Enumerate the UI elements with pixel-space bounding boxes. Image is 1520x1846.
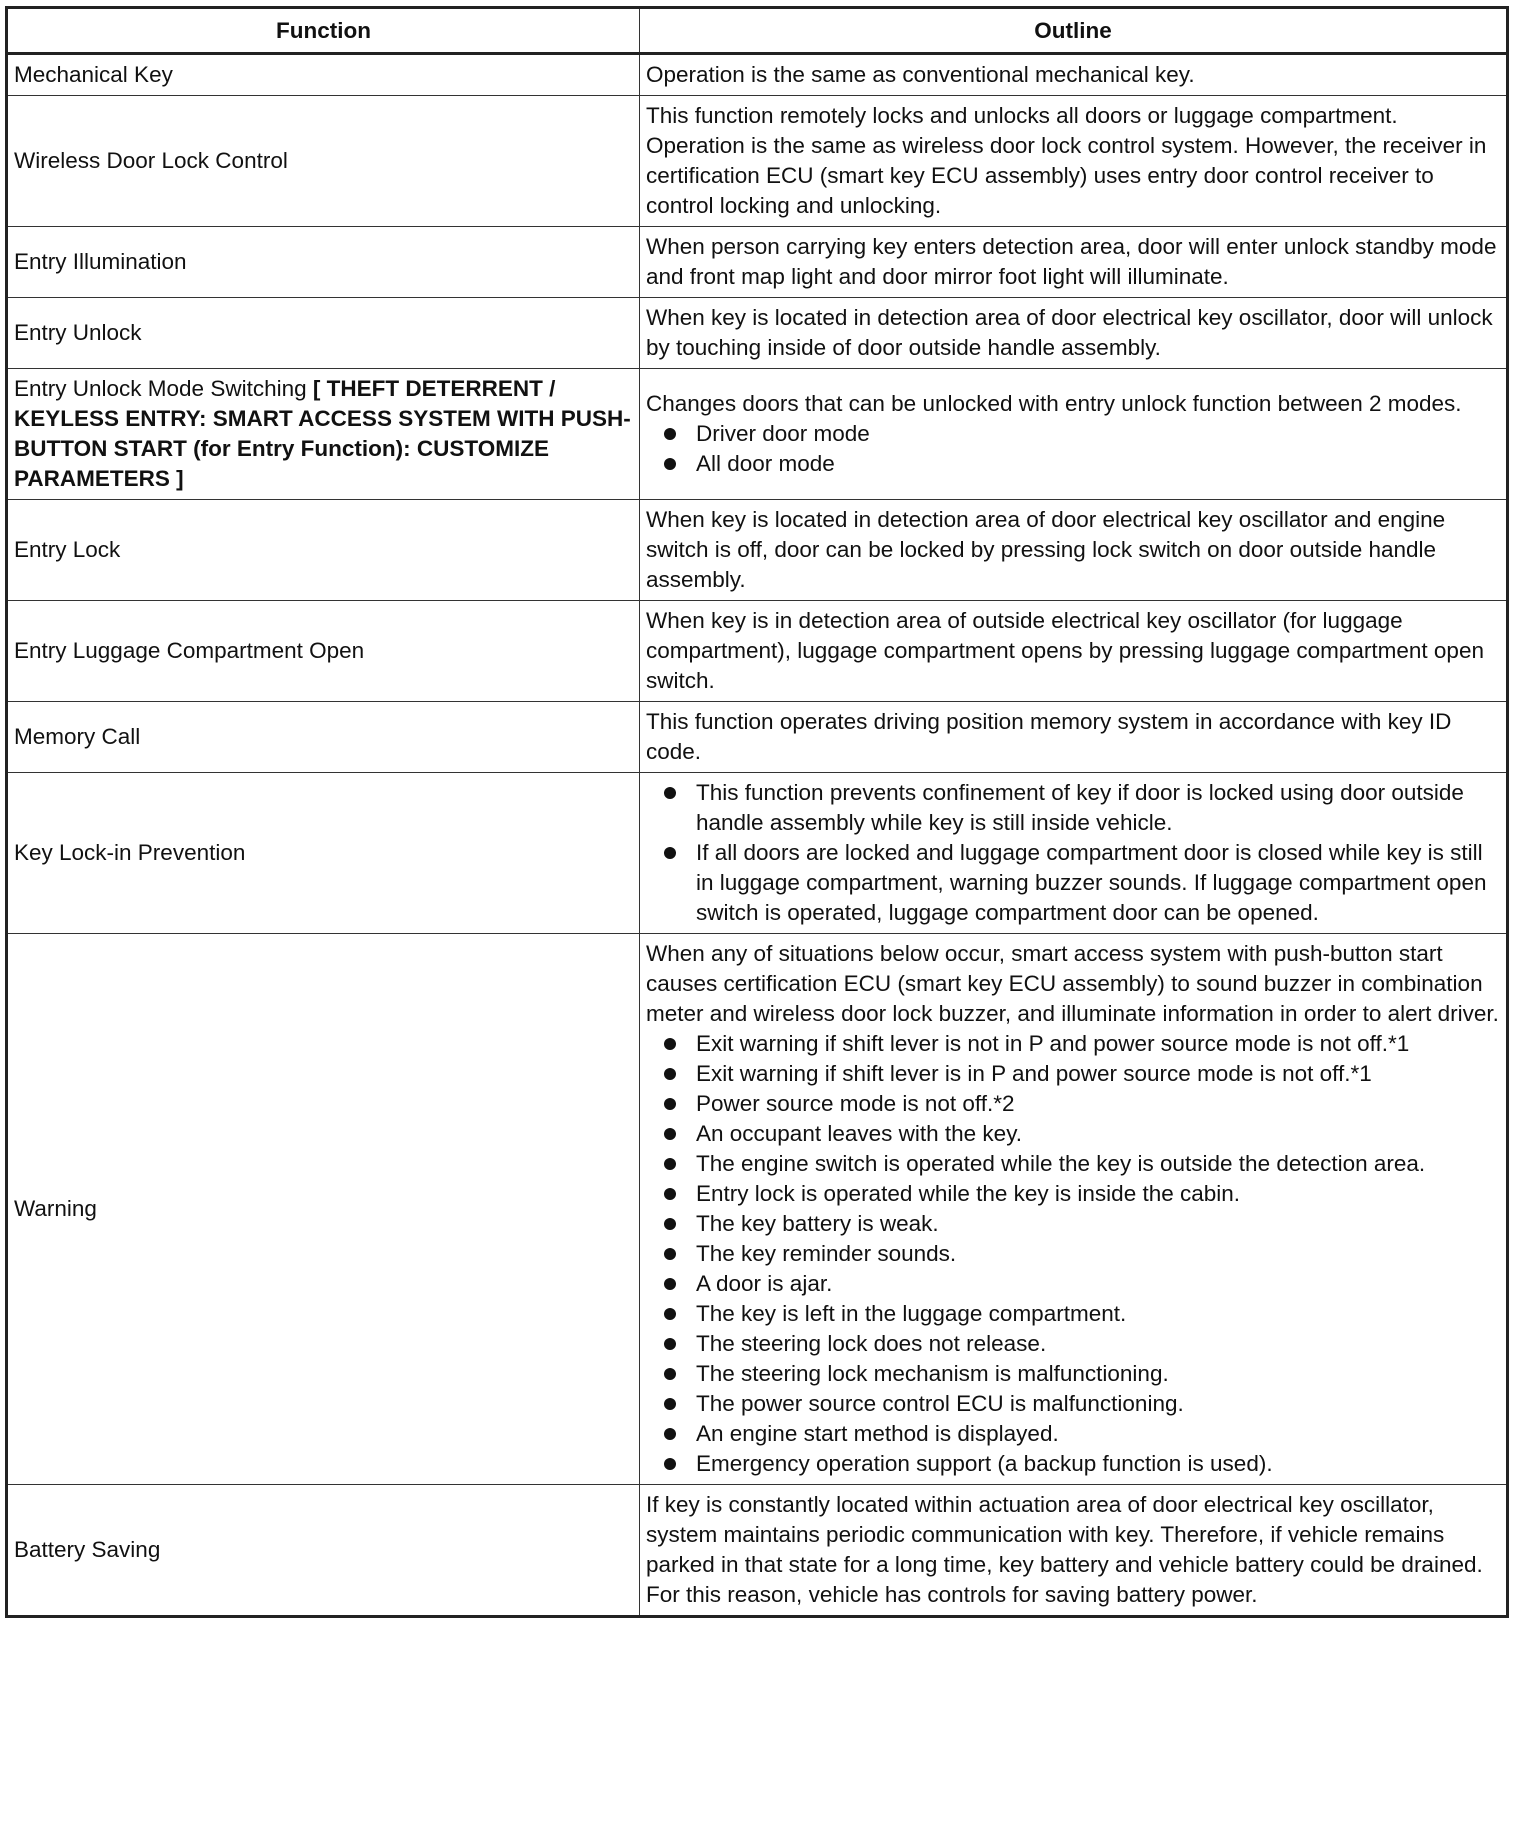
outline-text: Changes doors that can be unlocked with entry unlock function between 2 modes. xyxy=(646,391,1462,416)
table-row xyxy=(7,773,1508,934)
list-item: All door mode xyxy=(646,449,1500,479)
list-item: The steering lock does not release. xyxy=(646,1329,1500,1359)
bullet-list xyxy=(646,778,1500,928)
function-cell: Entry Lock xyxy=(7,500,640,601)
outline-cell xyxy=(640,1485,1508,1617)
table-row xyxy=(7,601,1508,702)
function-cell: Warning xyxy=(7,934,640,1485)
list-item: An engine start method is displayed. xyxy=(646,1419,1500,1449)
function-outline-sheet xyxy=(5,6,1506,1618)
table-row xyxy=(7,298,1508,369)
outline-cell: This function remotely locks and unlocks all doors or luggage compartment. Operation is the same as wireless door lock control system. However, the receiver in certification ECU (smart key ECU assembly) uses entry door control receiver to control locking and unlocking. xyxy=(640,96,1508,227)
list-item: Driver door mode xyxy=(646,419,1500,449)
outline-cell: When key is located in detection area of door electrical key oscillator and engine switch is off, door can be locked by pressing lock switch on door outside handle assembly. xyxy=(640,500,1508,601)
table-row xyxy=(7,934,1508,1485)
function-cell xyxy=(7,369,640,500)
outline-text-2: For this reason, vehicle has controls for saving battery power. xyxy=(646,1582,1258,1607)
table-row xyxy=(7,54,1508,96)
outline-cell xyxy=(640,369,1508,500)
outline-text: When any of situations below occur, smart access system with push-button start causes certification ECU (smart key ECU assembly) to sound buzzer in combination meter and wireless door lock buzzer, and illuminate information in order to alert driver. xyxy=(646,941,1499,1026)
outline-text: If key is constantly located within actuation area of door electrical key oscillator, system maintains periodic communication with key. Therefore, if vehicle remains parked in that state for a long time, key battery and vehicle battery could be drained. xyxy=(646,1492,1483,1577)
function-cell: Mechanical Key xyxy=(7,54,640,96)
list-item: Exit warning if shift lever is in P and power source mode is not off.*1 xyxy=(646,1059,1500,1089)
list-item: Exit warning if shift lever is not in P and power source mode is not off.*1 xyxy=(646,1029,1500,1059)
list-item: The steering lock mechanism is malfunctioning. xyxy=(646,1359,1500,1389)
list-item: The power source control ECU is malfunctioning. xyxy=(646,1389,1500,1419)
outline-cell: When key is located in detection area of door electrical key oscillator, door will unlock by touching inside of door outside handle assembly. xyxy=(640,298,1508,369)
outline-cell: When person carrying key enters detection area, door will enter unlock standby mode and front map light and door mirror foot light will illuminate. xyxy=(640,227,1508,298)
list-item: Entry lock is operated while the key is inside the cabin. xyxy=(646,1179,1500,1209)
function-label: Entry Unlock Mode Switching xyxy=(14,376,307,401)
table-row xyxy=(7,702,1508,773)
outline-cell xyxy=(640,934,1508,1485)
table-row xyxy=(7,227,1508,298)
outline-cell xyxy=(640,773,1508,934)
function-cell: Entry Illumination xyxy=(7,227,640,298)
header-function: Function xyxy=(7,8,640,54)
function-cell: Entry Unlock xyxy=(7,298,640,369)
table-row xyxy=(7,96,1508,227)
function-outline-table xyxy=(5,6,1509,1618)
list-item: Emergency operation support (a backup function is used). xyxy=(646,1449,1500,1479)
function-cell: Battery Saving xyxy=(7,1485,640,1617)
list-item: A door is ajar. xyxy=(646,1269,1500,1299)
list-item: The key reminder sounds. xyxy=(646,1239,1500,1269)
bullet-list xyxy=(646,419,1500,479)
customize-parameters-link[interactable]: [ THEFT DETERRENT / KEYLESS ENTRY: SMART ACCESS SYSTEM WITH PUSH-BUTTON START (for Entry Function): CUSTOMIZE PARAMETERS ] xyxy=(14,376,631,491)
list-item: Power source mode is not off.*2 xyxy=(646,1089,1500,1119)
list-item: The key is left in the luggage compartment. xyxy=(646,1299,1500,1329)
list-item: This function prevents confinement of key if door is locked using door outside handle assembly while key is still inside vehicle. xyxy=(646,778,1500,838)
table-row xyxy=(7,369,1508,500)
list-item: If all doors are locked and luggage compartment door is closed while key is still in luggage compartment, warning buzzer sounds. If luggage compartment open switch is operated, luggage compartment door can be opened. xyxy=(646,838,1500,928)
header-row xyxy=(7,8,1508,54)
outline-cell: When key is in detection area of outside electrical key oscillator (for luggage compartment), luggage compartment opens by pressing luggage compartment open switch. xyxy=(640,601,1508,702)
header-outline: Outline xyxy=(640,8,1508,54)
table-row xyxy=(7,1485,1508,1617)
list-item: The engine switch is operated while the key is outside the detection area. xyxy=(646,1149,1500,1179)
outline-cell: Operation is the same as conventional mechanical key. xyxy=(640,54,1508,96)
outline-cell: This function operates driving position memory system in accordance with key ID code. xyxy=(640,702,1508,773)
table-row xyxy=(7,500,1508,601)
list-item: The key battery is weak. xyxy=(646,1209,1500,1239)
function-cell: Wireless Door Lock Control xyxy=(7,96,640,227)
list-item: An occupant leaves with the key. xyxy=(646,1119,1500,1149)
function-cell: Memory Call xyxy=(7,702,640,773)
bullet-list xyxy=(646,1029,1500,1479)
function-cell: Entry Luggage Compartment Open xyxy=(7,601,640,702)
function-cell: Key Lock-in Prevention xyxy=(7,773,640,934)
